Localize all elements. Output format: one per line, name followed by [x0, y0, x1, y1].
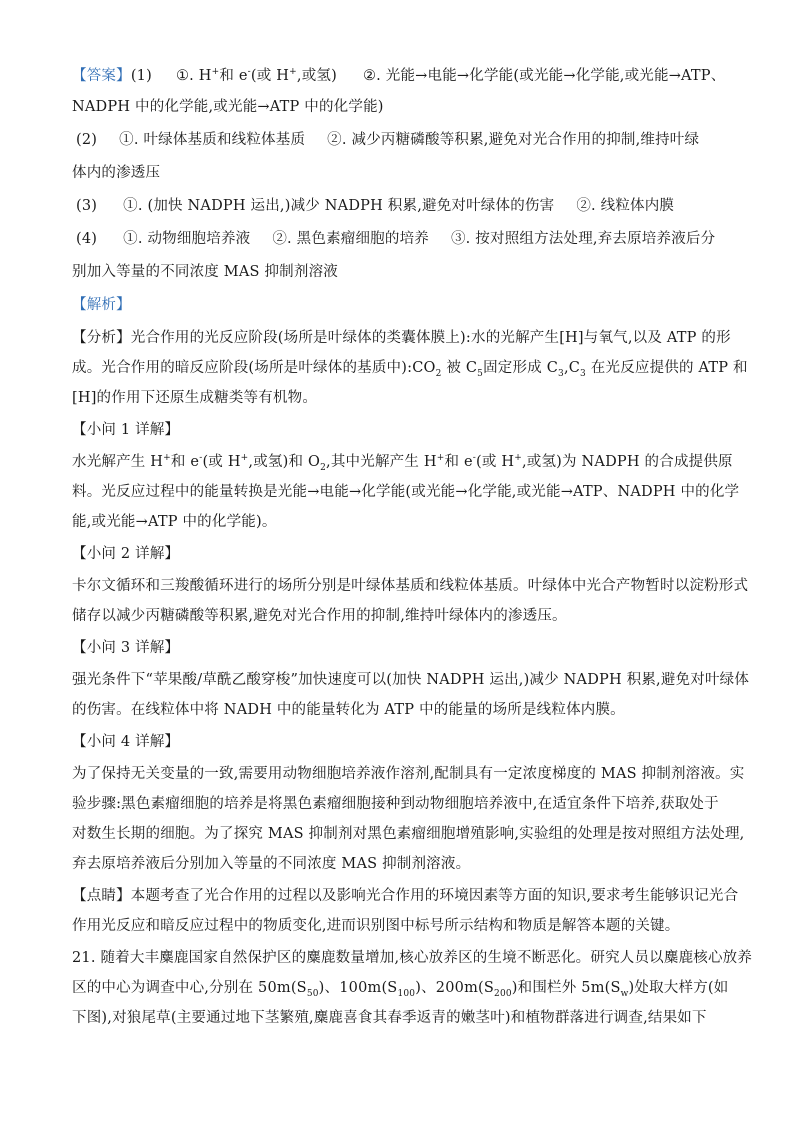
answer-q3-line: [76, 196, 726, 216]
detail-3-title: 【小问 3 详解】: [72, 640, 180, 656]
answer-q3-part1: ①. (加快 NADPH 运出,)减少 NADPH 积累,避免对叶绿体的伤害: [123, 198, 555, 214]
detail-4-l3: 对数生长期的细胞。为了探究 MAS 抑制剂对黑色素瘤细胞增殖影响,实验组的处理是按对照组方法处理,: [72, 826, 745, 842]
answer-q1-number: (1): [130, 68, 152, 84]
detail-4-l4: 弃去原培养液后分别加入等量的不同浓度 MAS 抑制剂溶液。: [72, 856, 471, 872]
answer-q1-cont: NADPH 中的化学能,或光能→ATP 中的化学能): [72, 99, 384, 115]
detail-4-l2: 验步骤:黑色素瘤细胞的培养是将黑色素瘤细胞接种到动物细胞培养液中,在适宜条件下培养,获取处于: [72, 796, 719, 812]
analysis-tag: 【解析】: [72, 297, 131, 313]
answer-q2-number: (2): [76, 132, 98, 148]
detail-1-l2: 料。光反应过程中的能量转换是光能→电能→化学能(或光能→化学能,或光能→ATP、NADPH 中的化学: [72, 484, 740, 500]
answer-q2-part2: ②. 减少丙糖磷酸等积累,避免对光合作用的抑制,维持叶绿: [327, 132, 700, 148]
detail-2-l1: 卡尔文循环和三羧酸循环进行的场所分别是叶绿体基质和线粒体基质。叶绿体中光合产物暂时以淀粉形式: [72, 578, 749, 594]
answer-q4-line: [76, 229, 726, 249]
analysis-fenxi-l1: 【分析】光合作用的光反应阶段(场所是叶绿体的类囊体膜上):水的光解产生[H]与氧气,以及 ATP 的形: [72, 330, 731, 346]
answer-q3-number: (3): [76, 198, 98, 214]
detail-2-title: 【小问 2 详解】: [72, 546, 180, 562]
dianjing-l2: 作用光反应和暗反应过程中的物质变化,进而识别图中标号所示结构和物质是解答本题的关键。: [72, 918, 680, 934]
detail-1-title: 【小问 1 详解】: [72, 422, 180, 438]
answer-q4-part3: ③. 按对照组方法处理,弃去原培养液后分: [450, 231, 716, 247]
detail-1-l1: 水光解产生 H+和 e-(或 H+,或氢)和 $O_2$,其中光解产生 H+和 e-(或 H+,或氢)为 NADPH 的合成提供原: [72, 453, 733, 473]
answer-q1-line: [72, 66, 726, 86]
dianjing-l1: 【点睛】本题考查了光合作用的过程以及影响光合作用的环境因素等方面的知识,要求考生能够识记光合: [72, 888, 739, 904]
answer-q2-part1: ①. 叶绿体基质和线粒体基质: [119, 132, 306, 148]
detail-1-l3: 能,或光能→ATP 中的化学能)。: [72, 514, 277, 530]
answer-q1-part2: ②. 光能→电能→化学能(或光能→化学能,或光能→ATP、: [362, 68, 726, 84]
answer-q4-cont: 别加入等量的不同浓度 MAS 抑制剂溶液: [72, 264, 338, 280]
answer-q1-part1: ①. H+和 e-(或 H+,或氢): [175, 67, 337, 84]
answer-q3-part2: ②. 线粒体内膜: [576, 198, 675, 214]
detail-4-l1: 为了保持无关变量的一致,需要用动物细胞培养液作溶剂,配制具有一定浓度梯度的 MAS 抑制剂溶液。实: [72, 766, 745, 782]
detail-3-l1: 强光条件下“苹果酸/草酰乙酸穿梭”加快速度可以(加快 NADPH 运出,)减少 NADPH 积累,避免对叶绿体: [72, 672, 750, 688]
question-21-l3: 下图),对狼尾草(主要通过地下茎繁殖,麋鹿喜食其春季返青的嫩茎叶)和植物群落进行调查,结果如下: [72, 1010, 707, 1026]
answer-q4-number: (4): [76, 231, 98, 247]
detail-2-l2: 储存以减少丙糖磷酸等积累,避免对光合作用的抑制,维持叶绿体内的渗透压。: [72, 608, 567, 624]
detail-3-l2: 的伤害。在线粒体中将 NADH 中的能量转化为 ATP 中的能量的场所是线粒体内膜。: [72, 702, 625, 718]
answer-q4-part1: ①. 动物细胞培养液: [123, 231, 251, 247]
answer-tag: 【答案】: [72, 68, 131, 84]
analysis-fenxi-l3: [H]的作用下还原生成糖类等有机物。: [72, 390, 318, 406]
analysis-fenxi-l2: 成。光合作用的暗反应阶段(场所是叶绿体的基质中)$:CO_2$ 被 $C_5$固定形成 $C_3,C_3$ 在光反应提供的 ATP 和: [72, 360, 748, 379]
answer-q2-line: [76, 130, 726, 150]
question-21-l2: 区的中心为调查中心,分别在 $50m(S_{50})$、$100m(S_{100})$、$200m(S_{200})$和围栏外 $5m(S_w)$处取大样方(如: [72, 980, 729, 999]
question-21-l1: 21. 随着大丰麋鹿国家自然保护区的麋鹿数量增加,核心放养区的生境不断恶化。研究人员以麋鹿核心放养: [72, 950, 753, 966]
detail-4-title: 【小问 4 详解】: [72, 734, 180, 750]
answer-q2-cont: 体内的渗透压: [72, 165, 161, 181]
answer-q4-part2: ②. 黑色素瘤细胞的培养: [272, 231, 429, 247]
